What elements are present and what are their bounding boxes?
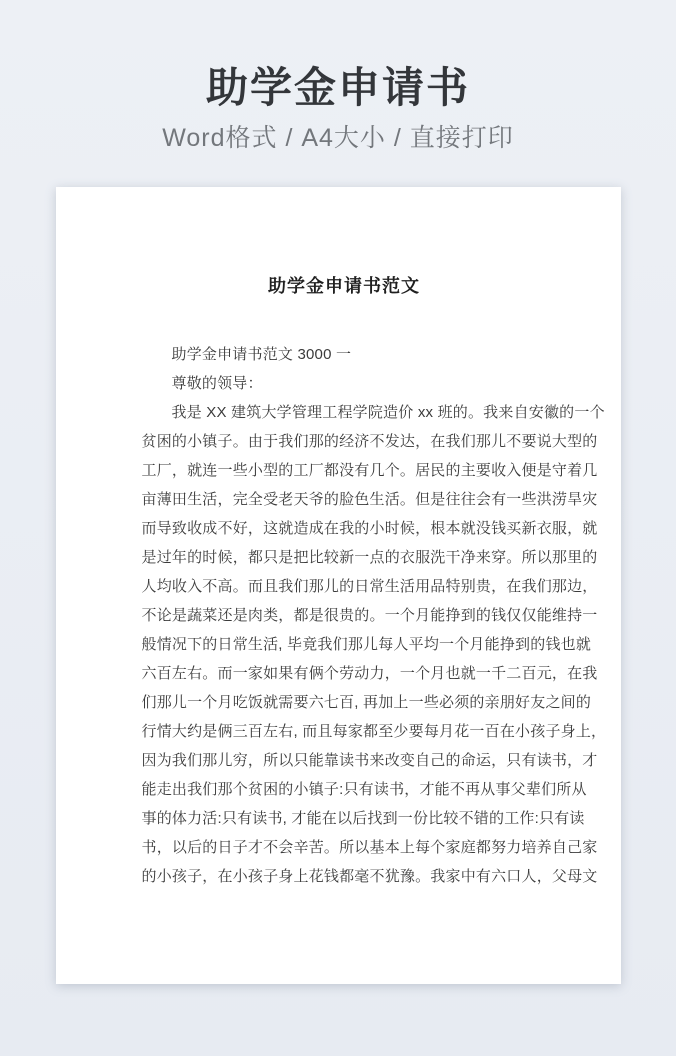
- document-body: [141, 340, 607, 891]
- document-preview: [56, 187, 621, 984]
- document-title: 助学金申请书范文: [268, 276, 420, 296]
- document-line: 我是 XX 建筑大学管理工程学院造价 xx 班的。我来自安徽的一个: [171, 404, 605, 421]
- document-line: 人均收入不高。而且我们那儿的日常生活用品特别贵，在我们那边，: [141, 578, 598, 595]
- header: [0, 0, 676, 151]
- document-line: 般情况下的日常生活, 毕竟我们那儿每人平均一个月能挣到的钱也就: [141, 636, 592, 653]
- document-meta-line: 助学金申请书范文 3000 一: [171, 346, 352, 363]
- document-line: 书，以后的日子才不会辛苦。所以基本上每个家庭都努力培养自己家: [141, 839, 598, 856]
- document-line: 行情大约是俩三百左右, 而且每家都至少要每月花一百在小孩子身上，: [141, 723, 607, 740]
- document-line: 贫困的小镇子。由于我们那的经济不发达，在我们那儿不要说大型的: [141, 433, 598, 450]
- document-line: 工厂，就连一些小型的工厂都没有几个。居民的主要收入便是守着几: [141, 462, 598, 479]
- page-subtitle: Word格式 / A4大小 / 直接打印: [162, 124, 514, 152]
- document-line: 事的体力活:只有读书, 才能在以后找到一份比较不错的工作:只有读: [141, 810, 585, 827]
- document-line: 是过年的时候，都只是把比较新一点的衣服洗干净来穿。所以那里的: [141, 549, 598, 566]
- document-line: 亩薄田生活，完全受老天爷的脸色生活。但是往往会有一些洪涝旱灾: [141, 491, 598, 508]
- document-line: 的小孩子，在小孩子身上花钱都毫不犹豫。我家中有六口人，父母文: [141, 868, 598, 885]
- document-line: 能走出我们那个贫困的小镇子:只有读书，才能不再从事父辈们所从: [141, 781, 587, 798]
- document-paragraph: [141, 398, 607, 891]
- document-line: 因为我们那儿穷，所以只能靠读书来改变自己的命运，只有读书，才: [141, 752, 598, 769]
- page-title: 助学金申请书: [205, 64, 470, 111]
- document-line: 六百左右。而一家如果有俩个劳动力，一个月也就一千二百元，在我: [141, 665, 598, 682]
- document-salutation: 尊敬的领导：: [171, 375, 263, 392]
- document-line: 们那儿一个月吃饭就需要六七百, 再加上一些必须的亲朋好友之间的: [141, 694, 592, 711]
- document-line: 而导致收成不好，这就造成在我的小时候，根本就没钱买新衣服，就: [141, 520, 598, 537]
- document-line: 不论是蔬菜还是肉类，都是很贵的。一个月能挣到的钱仅仅能维持一: [141, 607, 598, 624]
